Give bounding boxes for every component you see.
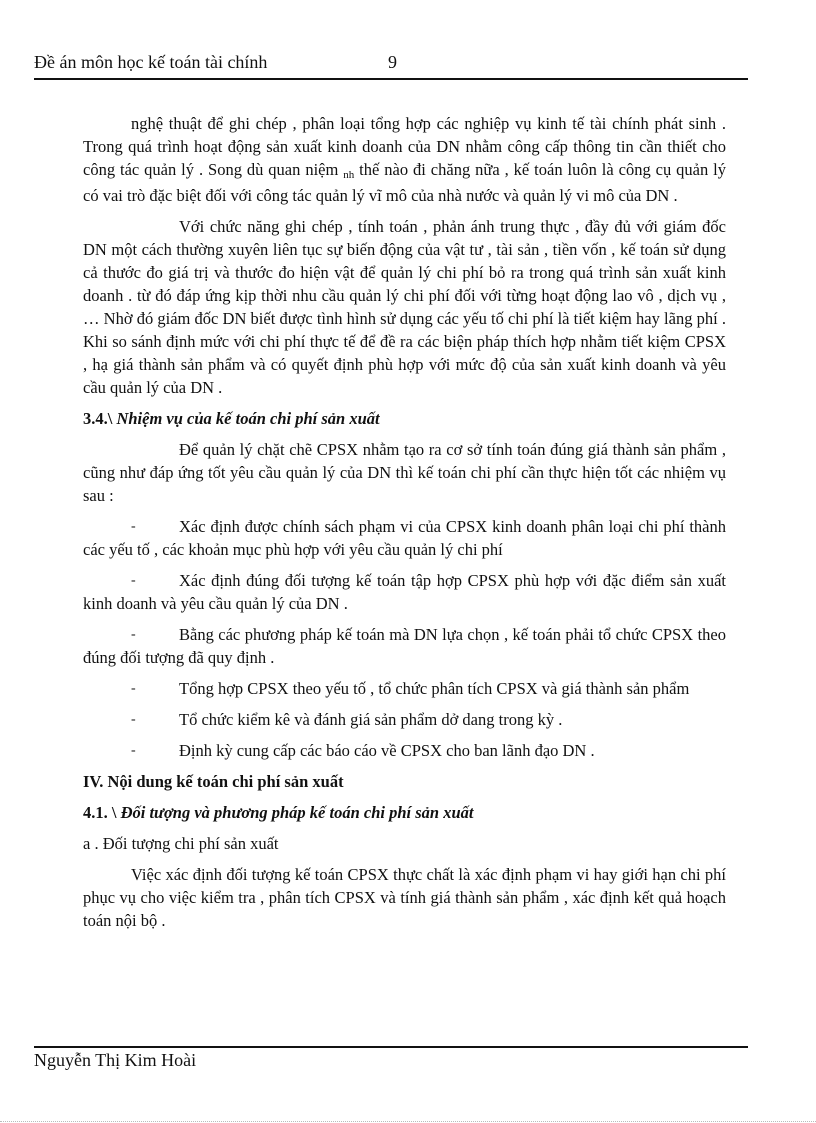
list-item-text: Tổ chức kiểm kê và đánh giá sản phẩm dở dang trong kỳ . [179, 710, 563, 729]
paragraph-text: nghệ thuật để ghi chép , phân loại tổng hợp các nghiệp vụ kinh tế tài chính phát sinh . Trong quá trình hoạt động sản xuất kinh doanh của DN nhằm công cấp thông tin cần thiết cho công tác quản lý . Song dù quan niệm [83, 114, 726, 179]
bullet-dash: - [131, 743, 136, 758]
page-header [34, 52, 748, 80]
page-body [83, 112, 726, 932]
list-item-text: Bằng các phương pháp kế toán mà DN lựa chọn , kế toán phải tổ chức CPSX theo đúng đối tượng đã quy định . [83, 625, 726, 667]
paragraph: Với chức năng ghi chép , tính toán , phản ánh trung thực , đầy đủ với giám đốc DN một cách thường xuyên liên tục sự biến động của vật tư , tài sản , tiền vốn , kế toán sử dụng cả thước đo giá trị và thước đo hiện vật để quản lý chi phí bỏ ra trong quá trình sản xuất kinh doanh . từ đó đáp ứng kịp thời nhu cầu quản lý chi phí đối với từng hoạt động lao vô , dịch vụ , … Nhờ đó giám đốc DN biết được tình hình sử dụng các yếu tố chi phí là tiết kiệm hay lãng phí . Khi so sánh định mức với chi phí thực tế để đề ra các biện pháp thích hợp nhằm tiết kiệm CPSX , hạ giá thành sản phẩm và có quyết định phù hợp với mức độ của sản xuất kinh doanh và yêu cầu quản lý của DN . [83, 217, 726, 397]
page-edge-divider [0, 1121, 816, 1122]
document-title: Đề án môn học kế toán tài chính [34, 52, 268, 72]
list-item-text: Tổng hợp CPSX theo yếu tố , tổ chức phân tích CPSX và giá thành sản phẩm [179, 679, 690, 698]
list-item [83, 569, 726, 615]
bullet-dash: - [131, 519, 136, 534]
subsection-title: Đối tượng và phương pháp kế toán chi phí sản xuất [120, 803, 474, 822]
list-item [83, 677, 726, 700]
paragraph-text: thế nào đi chăng nữa , kế toán luôn là công cụ quản lý có vai trò đặc biệt đối với công tác quản lý vĩ mô của nhà nước và quản lý vi mô của DN . [83, 160, 726, 205]
paragraph: Để quản lý chặt chẽ CPSX nhằm tạo ra cơ sở tính toán đúng giá thành sản phẩm , cũng như đáp ứng tốt yêu cầu quản lý của DN thì kế toán chi phí cần thực hiện tốt các nhiệm vụ sau : [83, 440, 726, 505]
section-heading-iv: IV. Nội dung kế toán chi phí sản xuất [83, 772, 344, 791]
list-item-text: Xác định đúng đối tượng kế toán tập hợp CPSX phù hợp với đặc điểm sản xuất kinh doanh và yêu cầu quản lý của DN . [83, 571, 726, 613]
list-item-text: Xác định được chính sách phạm vi của CPSX kinh doanh phân loại chi phí thành các yếu tố , các khoản mục phù hợp với yêu cầu quản lý chi phí [83, 517, 726, 559]
paragraph: Việc xác định đối tượng kế toán CPSX thực chất là xác định phạm vi hay giới hạn chi phí phục vụ cho việc kiểm tra , phân tích CPSX và tính giá thành sản phẩm , xác định kết quả hoạch toán nội bộ . [83, 865, 726, 930]
bullet-dash: - [131, 712, 136, 727]
footer-divider [34, 1046, 748, 1048]
point-a-heading: a . Đối tượng chi phí sản xuất [83, 834, 279, 853]
bullet-dash: - [131, 627, 136, 642]
list-item [83, 708, 726, 731]
list-item-text: Định kỳ cung cấp các báo cáo về CPSX cho ban lãnh đạo DN . [179, 741, 595, 760]
list-item [83, 739, 726, 762]
list-item [83, 515, 726, 561]
bullet-dash: - [131, 681, 136, 696]
subsection-heading-4-1 [83, 801, 726, 824]
subsection-number: 4.1. \ [83, 803, 121, 822]
section-title: Nhiệm vụ của kế toán chi phí sản xuất [116, 409, 380, 428]
paragraph [83, 112, 726, 207]
bullet-dash: - [131, 573, 136, 588]
section-heading-3-4 [83, 407, 726, 430]
page-number: 9 [388, 52, 397, 72]
subscript-text: nh [343, 169, 355, 181]
list-item [83, 623, 726, 669]
author-name: Nguyễn Thị Kim Hoài [34, 1050, 197, 1070]
section-number: 3.4.\ [83, 409, 117, 428]
